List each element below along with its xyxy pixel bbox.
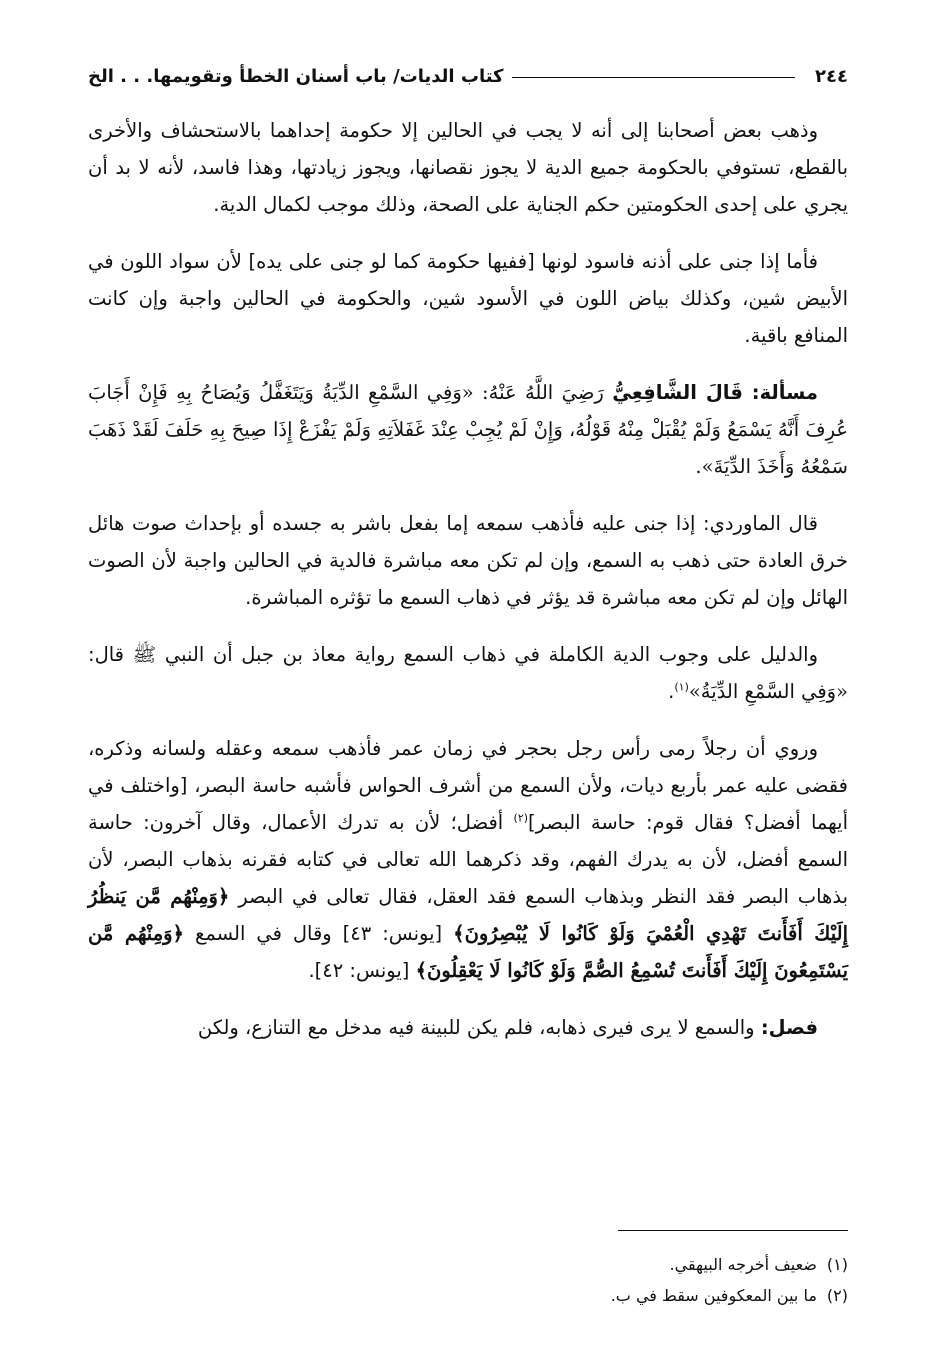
page-number: ٢٤٤ — [815, 66, 848, 87]
paragraph-7-fasl — [88, 1009, 848, 1046]
paragraph-2-text: فأما إذا جنى على أذنه فاسود لونها [ففيها حكومة كما لو جنى على يده] لأن سواد اللون في الأبيض شين، وكذلك بياض اللون في الأسود شين، والحكومة في الحالين واجبة وإن كانت المنافع باقية. — [88, 250, 848, 347]
quran-verse-yunus-42: ﴿وَمِنْهُم مَّن يَسْتَمِعُونَ إِلَيْكَ أَفَأَنتَ تُسْمِعُ الصُّمَّ وَلَوْ كَانُوا لَا يَعْقِلُونَ﴾ — [88, 922, 848, 982]
footnote-1-text: ضعيف أخرجه البيهقي. — [669, 1255, 817, 1274]
paragraph-5-end: . — [668, 680, 675, 703]
footnote-2-number: (٢) — [826, 1286, 848, 1305]
shafii-quote: رَضِيَ اللَّهُ عَنْهُ: «وَفِي السَّمْعِ الدِّيَةُ وَيَتَغَفَّلُ وَيُصَاحُ بِهِ فَإِنْ أَجَابَ عُرِفَ أَنَّهُ يَسْمَعُ وَلَمْ يُقْبَلْ مِنْهُ قَوْلُهُ، وَإِنْ لَمْ يُجِبْ عِنْدَ غَفَلاَتِهِ وَلَمْ يَفْزَعْ إِذَا صِيحَ بِهِ حَلَفَ لَقَدْ ذَهَبَ سَمْعُهُ وَأَخَذَ الدِّيَةَ». — [88, 381, 848, 478]
book-page — [88, 58, 848, 1348]
running-title: كتاب الديات/ باب أسنان الخطأ وتقويمها. . . الخ — [88, 66, 504, 87]
paragraph-3-masala — [88, 374, 848, 485]
paragraph-7-text: والسمع لا يرى فيرى ذهابه، فلم يكن للبينة فيه مدخل مع التنازع، ولكن — [197, 1016, 755, 1039]
footnote-2-text: ما بين المعكوفين سقط في ب. — [610, 1286, 817, 1305]
footnote-rule — [618, 1230, 848, 1231]
paragraph-6-text-b: أفضل؛ لأن به تدرك الأعمال، وقال آخرون: حاسة السمع أفضل، لأن به يدرك الفهم، وقد ذكرهما الله تعالى في كتابه فقرنه بذهاب البصر، لأن بذهاب البصر فقد النظر وبذهاب السمع فقد العقل، فقال تعالى في البصر — [88, 811, 848, 908]
footnote-ref-1: (١) — [674, 680, 689, 694]
footnote-2 — [88, 1280, 848, 1311]
footnote-ref-2: (٢) — [513, 811, 529, 825]
running-header — [88, 58, 848, 96]
fasl-heading: فصل: — [760, 1016, 818, 1039]
paragraph-5-text: والدليل على وجوب الدية الكاملة في ذهاب السمع رواية معاذ بن جبل أن النبي ﷺ قال: — [88, 643, 818, 666]
paragraph-2 — [88, 243, 848, 354]
quran-verse-yunus-43: ﴿وَمِنْهُم مَّن يَنظُرُ إِلَيْكَ أَفَأَنتَ تَهْدِي الْعُمْيَ وَلَوْ كَانُوا لَا يُبْصِرُونَ﴾ — [88, 885, 848, 945]
masala-heading: مسألة: قَالَ الشَّافِعِيُّ — [612, 381, 818, 404]
paragraph-6-text-a: وروي أن رجلاً رمى رأس رجل بحجر في زمان عمر فأذهب سمعه وعقله ولسانه وذكره، فقضى عليه عمر بأربع ديات، ولأن السمع من أشرف الحواس فأشبه حاسة البصر، [واختلف في أيهما أفضل؟ فقال قوم: حاسة البصر] — [88, 737, 849, 834]
paragraph-1 — [88, 112, 848, 223]
paragraph-1-text: وذهب بعض أصحابنا إلى أنه لا يجب في الحالين إلا حكومة إحداهما بالاستحشاف والأخرى بالقطع، تستوفي بالحكومة جميع الدية لا يجوز نقصانها، ويجوز زيادتها، وهذا فاسد، لأنه لا بد أن يجري على إحدى الحكومتين حكم الجناية على الصحة، وذلك موجب لكمال الدية. — [88, 119, 848, 216]
footnote-1 — [88, 1249, 848, 1280]
footnote-1-number: (١) — [826, 1255, 848, 1274]
paragraph-6-text-c: [يونس: ٤٣] وقال في السمع — [194, 922, 443, 945]
hadith-quote: «وَفِي السَّمْعِ الدِّيَةُ» — [688, 680, 848, 703]
body-text — [88, 112, 848, 1046]
paragraph-6-text-d: [يونس: ٤٢]. — [308, 959, 410, 982]
paragraph-4 — [88, 505, 848, 616]
paragraph-4-text: قال الماوردي: إذا جنى عليه فأذهب سمعه إما بفعل باشر به جسده أو بإحداث صوت هائل خرق العادة حتى ذهب به السمع، وإن لم تكن معه مباشرة فالدية في الحالين واجبة لأن الصوت الهائل وإن لم تكن معه مباشرة قد يؤثر في ذهاب السمع ما تؤثره المباشرة. — [88, 512, 848, 609]
paragraph-5 — [88, 636, 848, 710]
header-rule — [512, 77, 796, 78]
footnotes — [88, 1230, 848, 1311]
paragraph-6 — [88, 730, 848, 989]
